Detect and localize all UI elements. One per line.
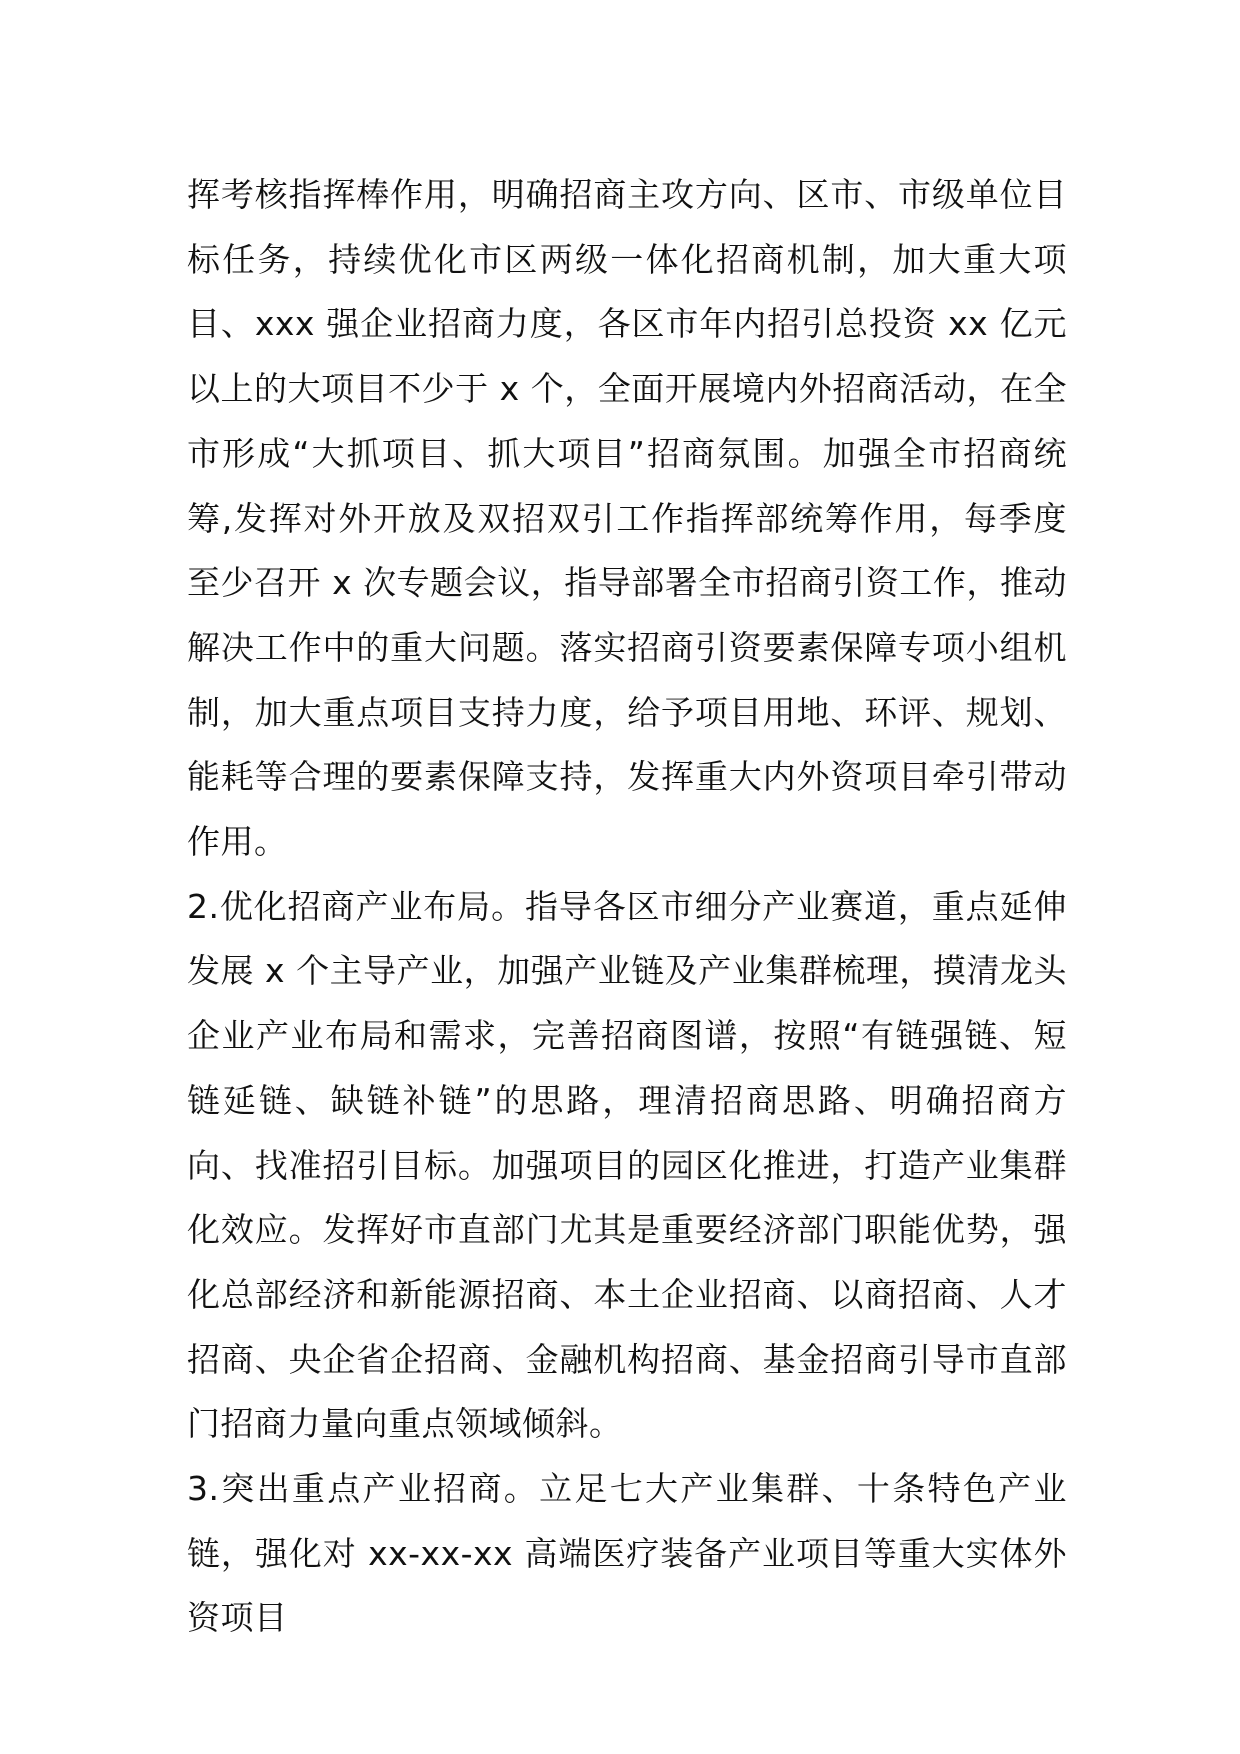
paragraph-1: 挥考核指挥棒作用，明确招商主攻方向、区市、市级单位目标任务，持续优化市区两级一体化招商机制，加大重大项目、xxx 强企业招商力度，各区市年内招引总投资 xx 亿元以上的大项目不少于 x 个，全面开展境内外招商活动，在全市形成“大抓项目、抓大项目”招商氛围。加强全市招商统筹,发挥对外开放及双招双引工作指挥部统筹作用，每季度至少召开 x 次专题会议，指导部署全市招商引资工作，推动解决工作中的重大问题。落实招商引资要素保障专项小组机制，加大重点项目支持力度，给予项目用地、环评、规划、能耗等合理的要素保障支持，发挥重大内外资项目牵引带动作用。 [187, 175, 1067, 862]
document-body [187, 163, 1067, 1651]
paragraph-2: 2.优化招商产业布局。指导各区市细分产业赛道，重点延伸发展 x 个主导产业，加强产业链及产业集群梳理，摸清龙头企业产业布局和需求，完善招商图谱，按照“有链强链、短链延链、缺链补链”的思路，理清招商思路、明确招商方向、找准招引目标。加强项目的园区化推进，打造产业集群化效应。发挥好市直部门尤其是重要经济部门职能优势，强化总部经济和新能源招商、本土企业招商、以商招商、人才招商、央企省企招商、金融机构招商、基金招商引导市直部门招商力量向重点领域倾斜。 [187, 886, 1067, 1444]
paragraph-3: 3.突出重点产业招商。立足七大产业集群、十条特色产业链，强化对 xx-xx-xx 高端医疗装备产业项目等重大实体外资项目 [187, 1469, 1067, 1638]
